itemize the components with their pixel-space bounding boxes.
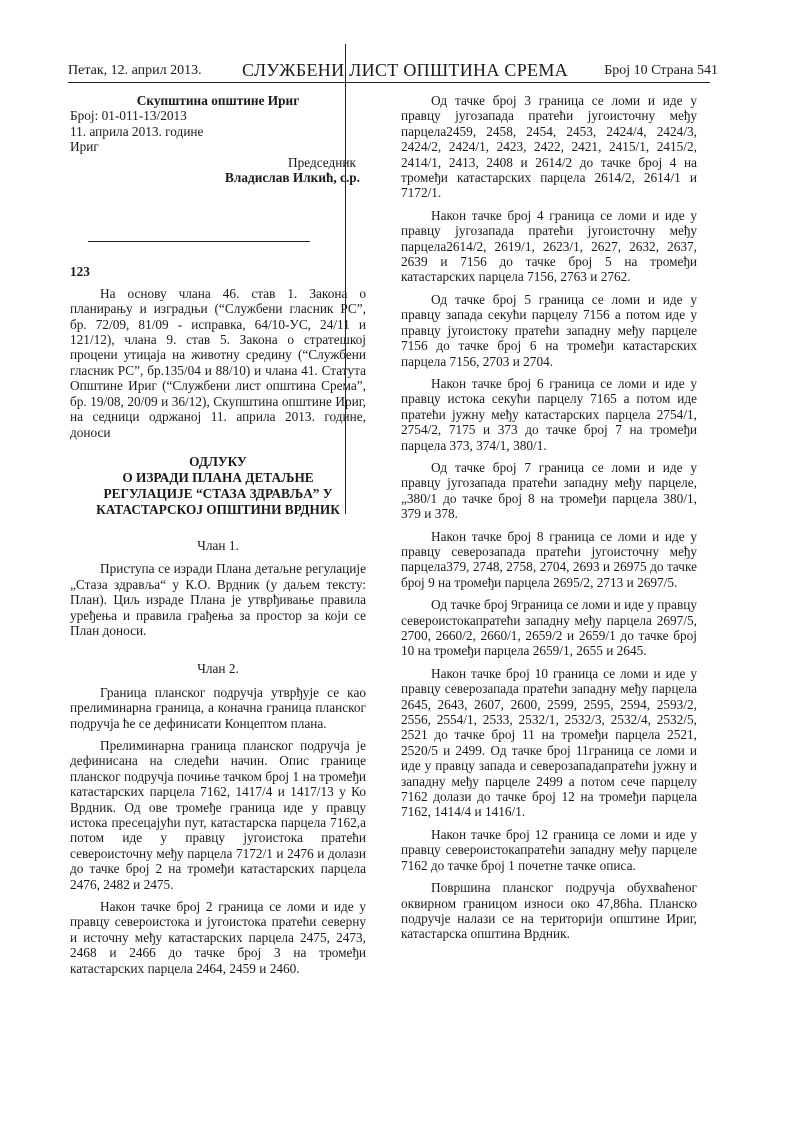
boundary-paragraph: Након тачке број 12 граница се ломи и иде у правцу североистокапратећи западну међу парцеле 7162 до тачке број 1 почетне тачке описа. (401, 826, 697, 873)
boundary-paragraph: Након тачке број 8 граница се ломи и иде у правцу северозапада пратећи југоисточну међу парцела379, 2748, 2758, 2704, 2693 и 26975 до тачке број 9 на тромеђи парцела 2695/2, 2713 и 2697/5. (401, 528, 697, 590)
signature-date: 11. априла 2013. године (70, 123, 204, 139)
header-divider (68, 82, 710, 83)
preamble: На основу члана 46. став 1. Закона о планирању и изградњи (“Службени гласник РС”, бр. 72/09, 81/09 - исправка, 64/10-УС, 24/11 и 121/12), члана 9. став 5. Закона о стратешкој процени утицаја на животну средину (“Службени гласник РС”, бр.135/04 и 88/10) и члана 41. Статута Општине Ириг (“Службени лист општина Срема”, бр. 19/08, 20/09 и 36/12), Скупштина општине Ириг, на седници одржаној 11. априла 2013. године, доноси (70, 285, 366, 440)
article-2-paragraph: Прелиминарна граница планског подручја је дефинисана на следећи начин. Опис границе планског подручја почиње тачком број 1 на тромеђи катастарских парцела 7162, 1417/4 и 1417/13 у Ко Врдник. Од ове тромеђе граница иде у правцу истока пресецајући пут, катастарска парцела 7162,а потом иде у правцу југоистока пратећи североисточну међу парцела 7172/1 и 2476 и долази до тачке број 2 на тромеђи катастарских парцела 2476, 2482 и 2475. (70, 737, 366, 892)
decision-title-line: КАТАСТАРСКОЈ ОПШТИНИ ВРДНИК (96, 501, 340, 517)
header-date: Петак, 12. април 2013. (68, 63, 202, 78)
section-separator (88, 241, 310, 242)
page-header (68, 60, 718, 84)
header-issue-page: Број 10 Страна 541 (604, 63, 718, 78)
header-publication-title: СЛУЖБЕНИ ЛИСТ ОПШТИНА СРЕМА (242, 60, 568, 80)
boundary-paragraph: Од тачке број 3 граница се ломи и иде у правцу југозапада пратећи југоисточну међу парцела2459, 2458, 2454, 2453, 2424/4, 2424/3, 2424/2, 2424/1, 2423, 2422, 2421, 2415/1, 2415/2, 2414/1, 2413, 2408 и 2614/2 до тачке број 4 на тромеђи катастарских парцела 2614/2, 2614/1 и 7172/1. (401, 93, 697, 201)
decision-title-line: РЕГУЛАЦИЈЕ “СТАЗА ЗДРАВЉА” У (103, 485, 333, 501)
article-2-paragraph: Након тачке број 2 граница се ломи и иде у правцу североистока и југоистока пратећи северну и источну међу катастарских парцела 2475, 2473, 2468 и 2466 до тачке број 3 на тромеђи катастарских парцела 2464, 2459 и 2460. (70, 899, 366, 976)
boundary-paragraph: Након тачке број 4 граница се ломи и иде у правцу југозапада пратећи југоисточну међу парцела2614/2, 2619/1, 2623/1, 2627, 2632, 2637, 2639 и 7156 до тачке број 5 на тромеђи катастарских парцела 7156, 2763 и 2762. (401, 207, 697, 285)
signature-body: Скупштина општине Ириг (136, 93, 300, 108)
article-1-heading: Члан 1. (197, 537, 239, 553)
right-column (401, 93, 697, 949)
boundary-paragraph: Након тачке број 10 граница се ломи и иде у правцу северозапада пратећи западну међу парцела 2645, 2643, 2607, 2600, 2599, 2595, 2594, 2593/2, 2556, 2554/1, 2533, 2532/1, 2532/3, 2532/4, 2532/5, 2521 до тачке број 11 на тромеђи парцела 2521, 2520/5 и 2499. Од тачке број 11граница се ломи и иде у правцу запада и северозападапратећи јужну и западну међу парцеле 2499 а потом сече парцелу 7162 долази до тачке број 12 на тромеђи парцела 7162, 1414/4 и 1416/1. (401, 665, 697, 820)
decision-title (70, 454, 366, 518)
boundary-paragraph: Од тачке број 9граница се ломи и иде у правцу североистокапратећи западну међу парцела 2697/5, 2700, 2660/2, 2660/1, 2659/2 и 2659/1 до тачке број 10 на тромеђи парцела 2659/1, 2655 и 2645. (401, 597, 697, 659)
boundary-paragraph: Од тачке број 5 граница се ломи и иде у правцу запада секући парцелу 7156 а потом иде у правцу југоистоку пратећи западну међу парцеле 7156 до тачке број 6 на тромеђи катастарских парцела 7156, 2703 и 2704. (401, 291, 697, 369)
decision-title-line: ОДЛУКУ (189, 453, 247, 469)
signature-role: Председник (288, 154, 356, 170)
article-1-text: Приступа се изради Плана детаљне регулације „Стаза здравља“ у К.О. Врдник (у даљем тексту: План). Циљ израде Плана је утврђивање правила уређења и правила грађења за простор за који се План доноси. (70, 561, 366, 638)
boundary-paragraph: Од тачке број 7 граница се ломи и иде у правцу југозапада пратећи западну међу парцеле,„380/1 до тачке број 8 на тромеђи парцела 380/1, 379 и 378. (401, 459, 697, 522)
signature-number: Број: 01-011-13/2013 (70, 108, 187, 124)
article-2-heading: Члан 2. (197, 661, 239, 677)
decision-title-line: О ИЗРАДИ ПЛАНА ДЕТАЉНЕ (122, 469, 314, 485)
article-2-paragraph: Граница планског подручја утврђује се као прелиминарна граница, а коначна граница планског подручја ће се дефинисати Концептом плана. (70, 684, 366, 731)
left-column (70, 93, 366, 983)
signature-name: Владислав Илкић, с.р. (225, 170, 360, 186)
act-number: 123 (70, 264, 90, 280)
boundary-paragraph: Након тачке број 6 граница се ломи и иде у правцу истока секући парцелу 7165 а потом иде пратећи јужну међу катастарских парцела 2754/1, 2754/2, 7175 и 373 до тачке број 7 на тромеђи парцела 373, 374/1, 380/1. (401, 375, 697, 453)
previous-act-signature (70, 93, 366, 242)
signature-place: Ириг (70, 139, 99, 155)
area-paragraph: Површина планског подручја обухваћеног оквирном границом износи око 47,86ha. Планско подручје налази се на територији општине Ириг, катастарска општина Врдник. (401, 880, 697, 942)
